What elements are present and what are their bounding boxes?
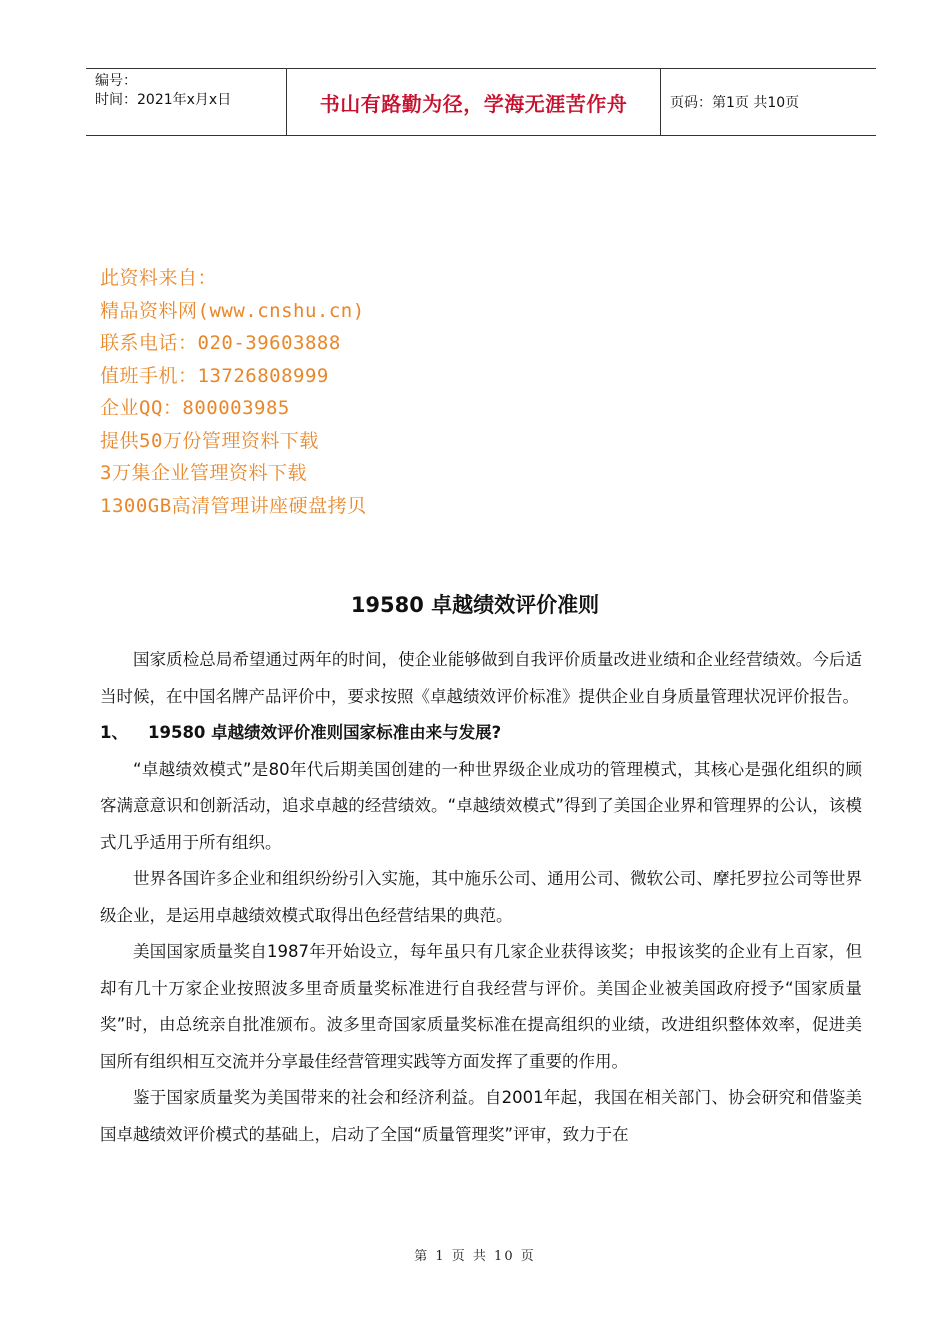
source-line-phone: 联系电话：020-39603888	[100, 332, 341, 354]
header-motto-cell	[287, 69, 661, 135]
source-line-website: 精品资料网(www.cnshu.cn)	[100, 299, 365, 322]
page-footer: 第 1 页 共 10 页	[414, 1249, 536, 1264]
source-line: 1300GB高清管理讲座硬盘拷贝	[100, 494, 367, 517]
serial-label: 编号：	[95, 73, 137, 89]
source-line: 提供50万份管理资料下载	[100, 429, 319, 452]
body-paragraph: 鉴于国家质量奖为美国带来的社会和经济利益。自2001年起，我国在相关部门、协会研究和借鉴美国卓越绩效评价模式的基础上，启动了全国“质量管理奖”评审，致力于在	[100, 1088, 862, 1144]
source-info-block	[100, 262, 700, 522]
intro-paragraph: 国家质检总局希望通过两年的时间，使企业能够做到自我评价质量改进业绩和企业经营绩效。今后适当时候，在中国名牌产品评价中，要求按照《卓越绩效评价标准》提供企业自身质量管理状况评价报告。	[100, 650, 862, 706]
source-line-qq: 企业QQ：800003985	[100, 397, 290, 419]
header-page-cell	[661, 69, 876, 135]
page-info: 页码：第1页 共10页	[670, 95, 800, 111]
body-paragraph: 世界各国许多企业和组织纷纷引入实施，其中施乐公司、通用公司、微软公司、摩托罗拉公司等世界级企业，是运用卓越绩效模式取得出色经营结果的典范。	[100, 869, 862, 925]
source-line-mobile: 值班手机：13726808999	[100, 364, 329, 387]
source-line: 3万集企业管理资料下载	[100, 462, 307, 484]
body-paragraph: 美国国家质量奖自1987年开始设立，每年虽只有几家企业获得该奖；申报该奖的企业有上百家，但却有几十万家企业按照波多里奇质量奖标准进行自我经营与评价。美国企业被美国政府授予“国家质量奖”时，由总统亲自批准颁布。波多里奇国家质量奖标准在提高组织的业绩，改进组织整体效率，促进美国所有组织相互交流并分享最佳经营管理实践等方面发挥了重要的作用。	[100, 942, 862, 1071]
motto-text: 书山有路勤为径，学海无涯苦作舟	[319, 91, 628, 116]
date-label: 时间：2021年x月x日	[95, 92, 232, 108]
section-heading	[100, 715, 862, 752]
section-heading-text: 19580 卓越绩效评价准则国家标准由来与发展?	[148, 723, 502, 742]
page-header	[86, 68, 876, 136]
document-title: 19580 卓越绩效评价准则	[350, 593, 600, 617]
document-body	[100, 642, 862, 1153]
body-paragraph: “卓越绩效模式”是80年代后期美国创建的一种世界级企业成功的管理模式，其核心是强化组织的顾客满意意识和创新活动，追求卓越的经营绩效。“卓越绩效模式”得到了美国企业界和管理界的公认，该模式几乎适用于所有组织。	[100, 759, 862, 852]
header-meta-cell	[86, 69, 287, 135]
source-line: 此资料来自：	[100, 267, 218, 289]
section-number: 1、	[100, 723, 128, 742]
